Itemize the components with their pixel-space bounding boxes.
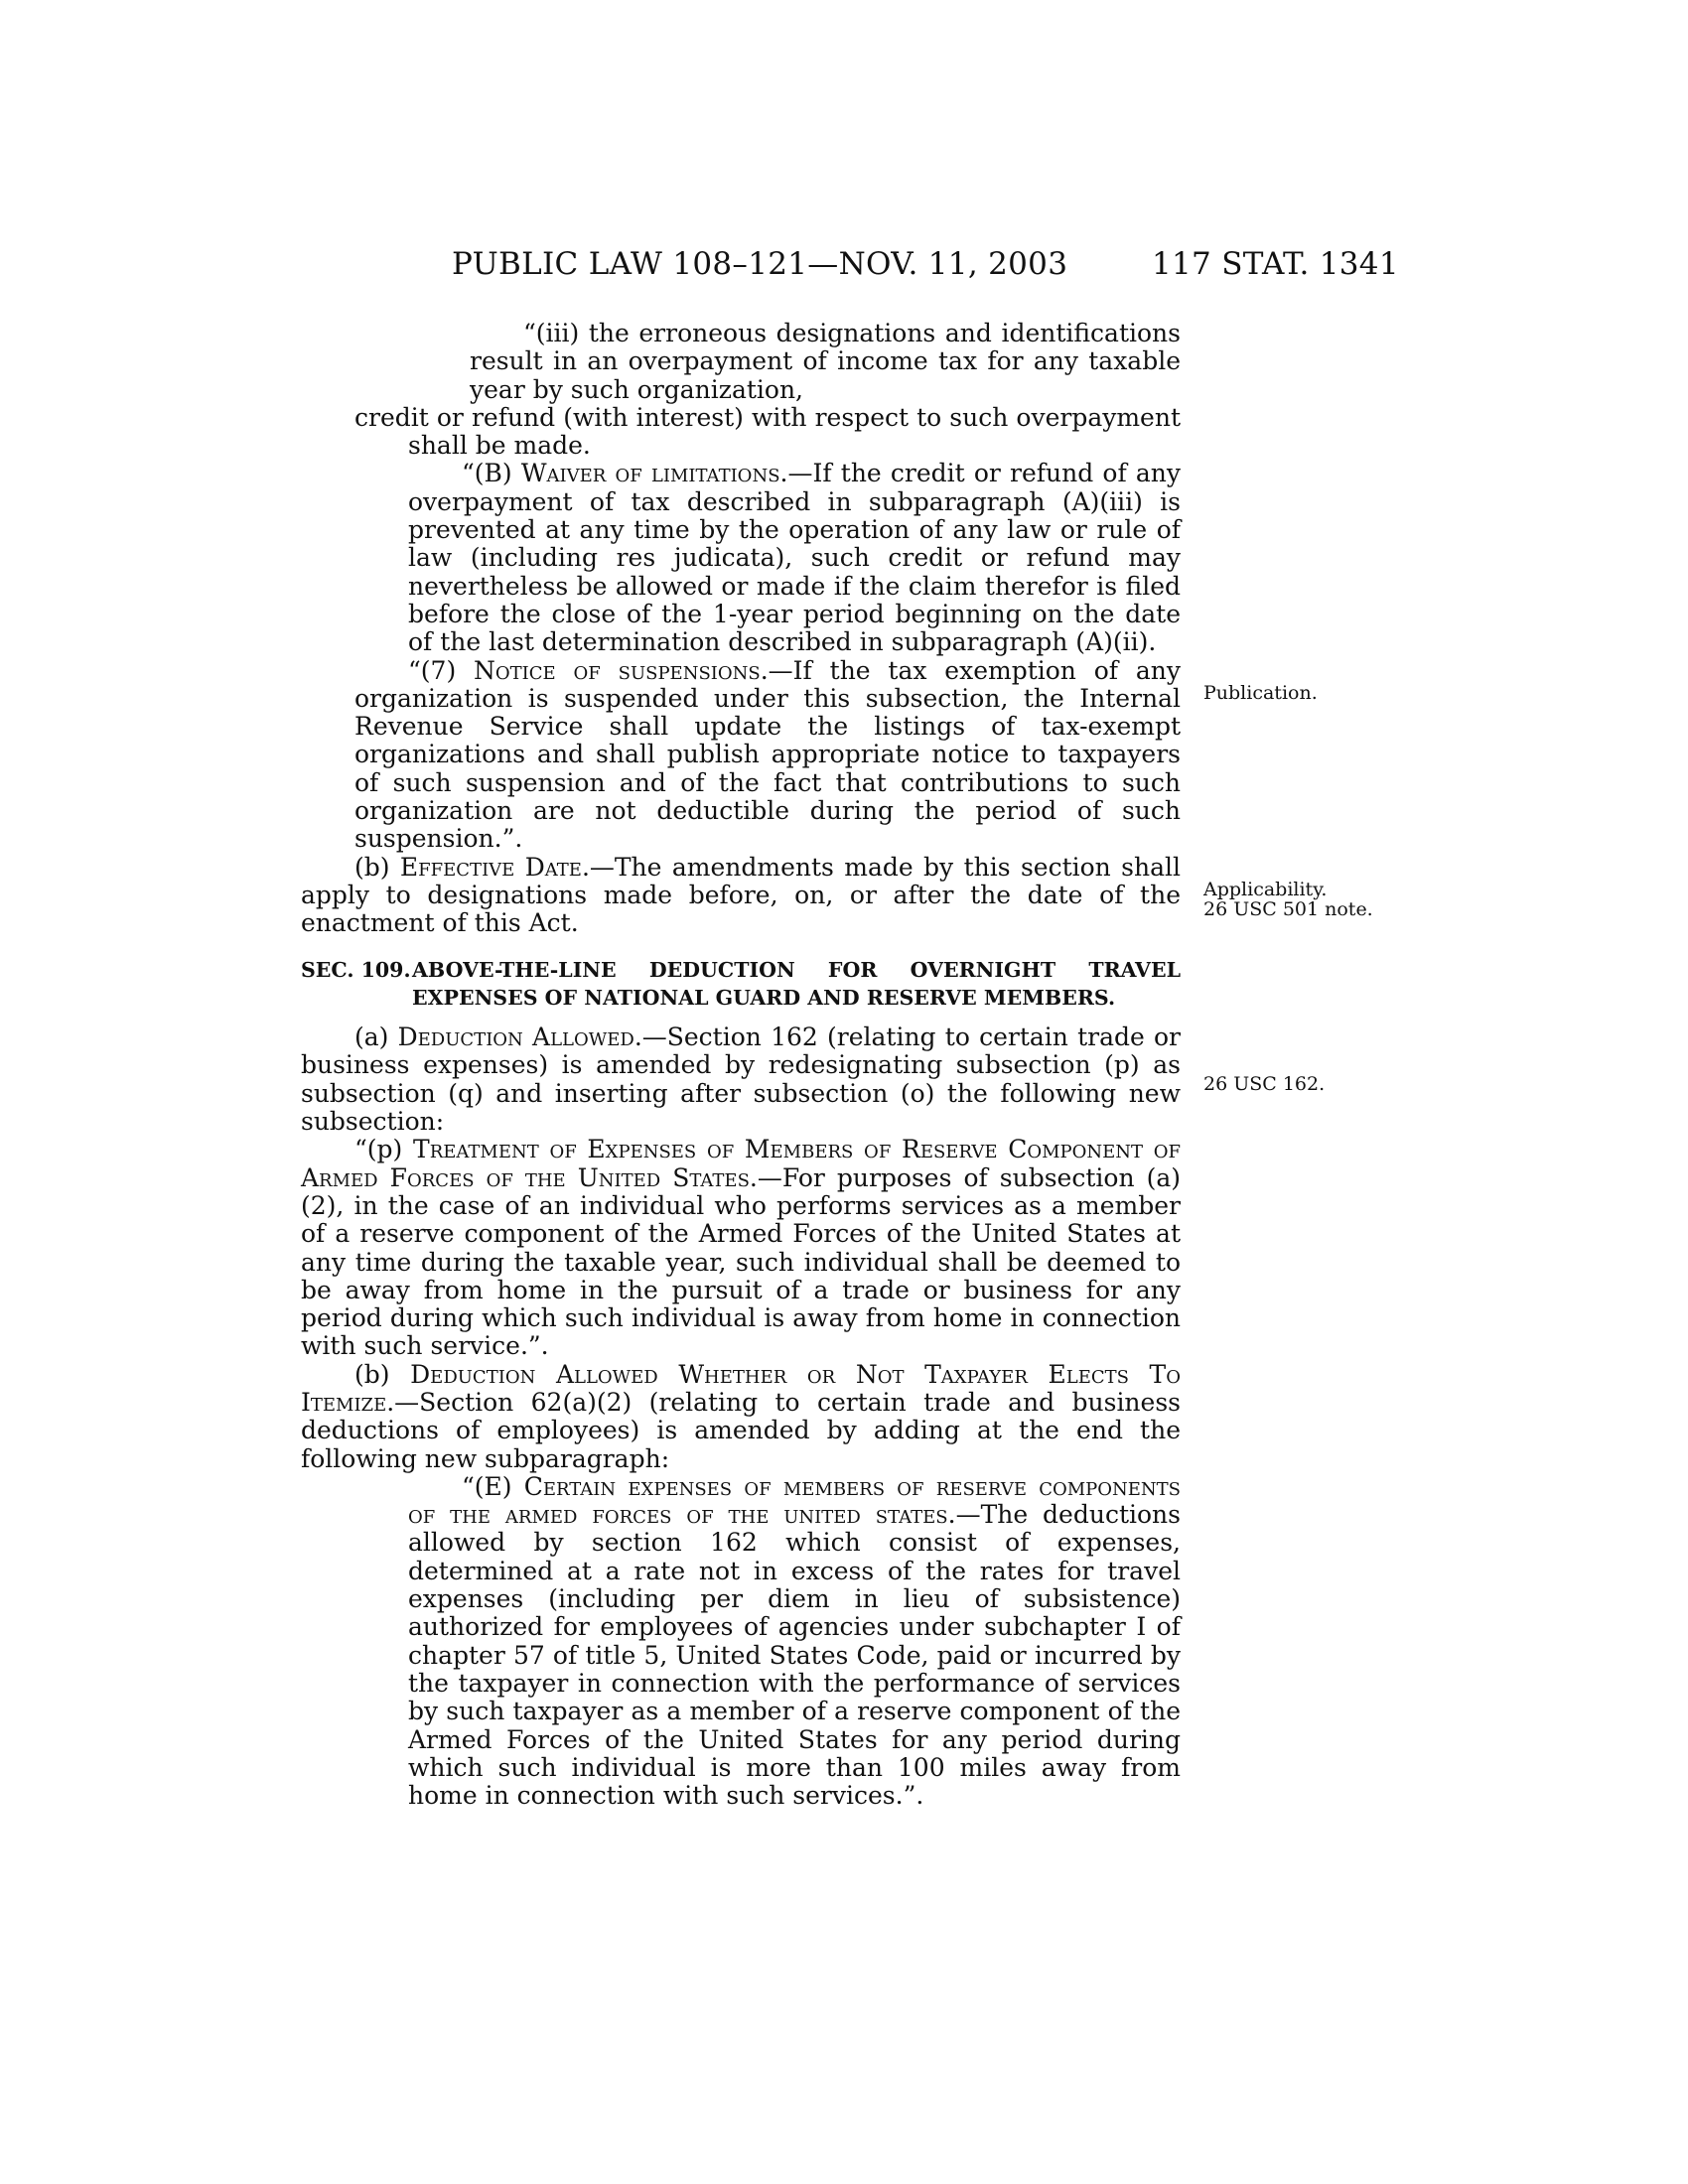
paragraph-itemize-heading: Deduction Allowed Whether or Not Taxpayer Elects To Itemize xyxy=(301,1359,1181,1417)
paragraph-certain-expenses-heading: Certain expenses of members of reserve components of the armed forces of the united states xyxy=(408,1471,1181,1530)
section-number: SEC. 109. xyxy=(301,957,411,982)
paragraph-itemize xyxy=(301,1361,1181,1473)
paragraph-effective-date xyxy=(301,854,1181,938)
paragraph-treatment xyxy=(301,1136,1181,1360)
paragraph-deduction-allowed-heading: Deduction Allowed xyxy=(397,1023,634,1052)
margin-note-applicability: Applicability. xyxy=(1203,879,1328,900)
paragraph-certain-expenses-lead: “(E) xyxy=(462,1471,524,1501)
margin-note-usc-162: 26 USC 162. xyxy=(1203,1073,1326,1095)
paragraph-deduction-allowed xyxy=(301,1024,1181,1136)
paragraph-effective-date-text: .—The amendments made by this section shall apply to designations made before, on, or after the date of the enactment of this Act. xyxy=(301,852,1182,938)
paragraph-certain-expenses xyxy=(301,1473,1181,1811)
paragraph-deduction-allowed-text: .—Section 162 (relating to certain trade or business expenses) is amended by redesignating subsection (p) as subsection (q) and inserting after subsection (o) the following new subsection: xyxy=(301,1023,1181,1137)
running-head-title: PUBLIC LAW 108–121—NOV. 11, 2003 xyxy=(452,246,1068,282)
paragraph-notice-lead: “(7) xyxy=(408,655,475,685)
paragraph-treatment-text: .—For purposes of subsection (a)(2), in the case of an individual who performs services as a member of a reserve component of the Armed Forces of the United States at any time during the taxable year, such individual shall be deemed to be away from home in the pursuit of a trade or business for any period during which such individual is away from home in connection with such service.”. xyxy=(301,1162,1181,1361)
body-text xyxy=(301,320,1181,1810)
paragraph-effective-date-lead: (b) xyxy=(354,852,400,882)
paragraph-certain-expenses-text: .—The deductions allowed by section 162 which consist of expenses, determined at a rate not in excess of the rates for travel expenses (including per diem in lieu of subsistence) authorized for employees of agencies under subchapter I of chapter 57 of title 5, United States Code, paid or incurred by the taxpayer in connection with the performance of services by such taxpayer as a member of a reserve component of the Armed Forces of the United States for any period during which such individual is more than 100 miles away from home in connection with such services.”. xyxy=(408,1500,1181,1811)
paragraph-deduction-allowed-lead: (a) xyxy=(354,1023,398,1052)
paragraph-waiver-lead: “(B) xyxy=(462,459,521,488)
paragraph-credit-refund xyxy=(301,404,1181,461)
section-title: ABOVE-THE-LINE DEDUCTION FOR OVERNIGHT TRAVEL EXPENSES OF NATIONAL GUARD AND RESERVE MEMBERS. xyxy=(412,957,1181,1010)
paragraph-itemize-text: .—Section 62(a)(2) (relating to certain trade and business deductions of employees) is amended by adding at the end the following new subparagraph: xyxy=(301,1387,1181,1473)
paragraph-itemize-lead: (b) xyxy=(354,1359,411,1389)
running-head-stat: 117 STAT. 1341 xyxy=(1152,246,1399,282)
paragraph-waiver-text: .—If the credit or refund of any overpayment of tax described in subparagraph (A)(iii) is prevented at any time by the operation of any law or rule of law (including res judicata), such credit or refund may nevertheless be allowed or made if the claim therefor is filed before the close of the 1-year period beginning on the date of the last determination described in subparagraph (A)(ii). xyxy=(408,459,1182,657)
paragraph-effective-date-heading: Effective Date xyxy=(399,852,582,882)
paragraph-treatment-lead: “(p) xyxy=(354,1135,414,1164)
paragraph-iii: “(iii) the erroneous designations and identifications result in an overpayment of income tax for any taxable year by such organization, xyxy=(470,319,1181,404)
margin-note-usc-501: 26 USC 501 note. xyxy=(1203,898,1373,920)
section-heading xyxy=(301,956,1181,1013)
margin-note-publication: Publication. xyxy=(1203,682,1318,704)
paragraph-credit-refund-text: credit or refund (with interest) with respect to such overpayment shall be made. xyxy=(354,402,1181,461)
paragraph-notice-heading: Notice of suspensions xyxy=(474,655,761,685)
paragraph-waiver xyxy=(301,460,1181,656)
paragraph-waiver-heading: Waiver of limitations xyxy=(520,459,780,488)
paragraph-notice xyxy=(301,657,1181,854)
paragraph-notice-text: .—If the tax exemption of any organization is suspended under this subsection, the Internal Revenue Service shall update the listings of tax-exempt organizations and shall publish appropriate notice to taxpayers of such suspension and of the fact that contributions to such organization are not deductible during the period of such suspension.”. xyxy=(354,655,1182,854)
paragraph-treatment-heading: Treatment of Expenses of Members of Reserve Component of Armed Forces of the United States xyxy=(301,1135,1181,1192)
